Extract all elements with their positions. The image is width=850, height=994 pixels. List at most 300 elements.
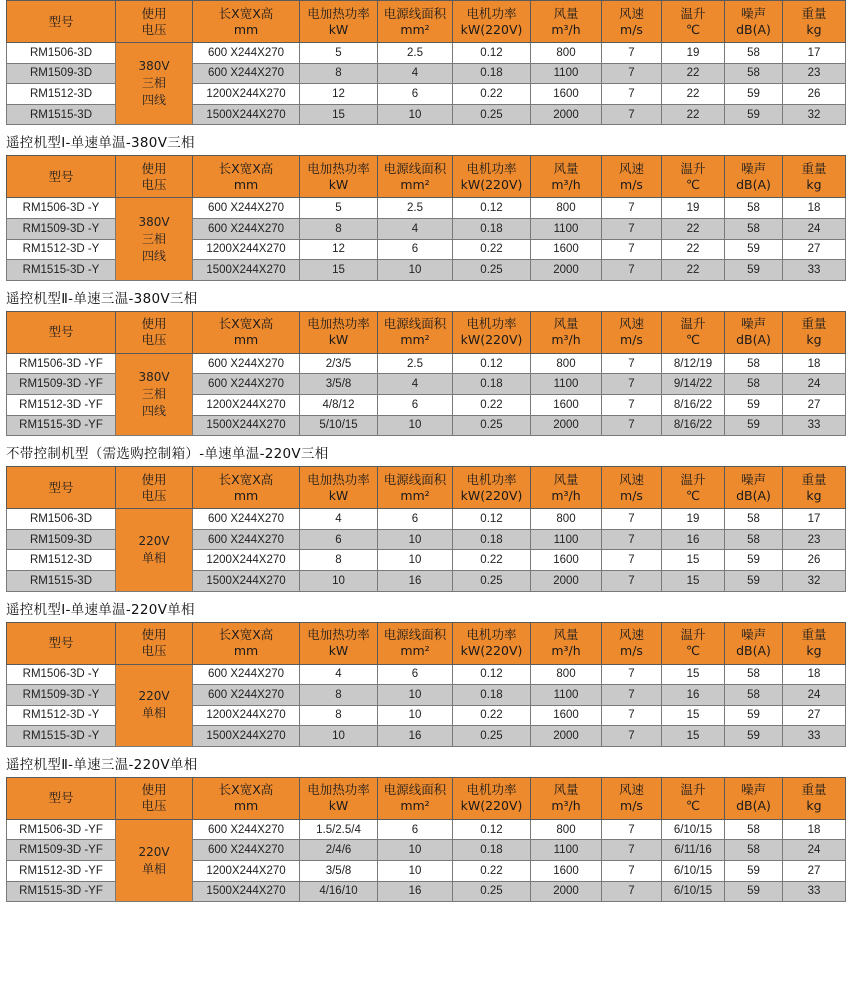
header-label: 风量 bbox=[553, 627, 579, 642]
heating-power-cell: 3/5/8 bbox=[300, 861, 378, 882]
model-cell: RM1512-3D -Y bbox=[7, 239, 116, 260]
header-unit: kg bbox=[806, 487, 822, 503]
column-header bbox=[602, 311, 662, 353]
header-label: 重量 bbox=[801, 471, 827, 487]
header-label: 使用 bbox=[141, 5, 167, 21]
temp-rise-cell: 22 bbox=[662, 63, 725, 84]
wind-speed-cell: 7 bbox=[602, 509, 662, 530]
motor-power-cell: 0.25 bbox=[453, 415, 531, 436]
column-header bbox=[116, 467, 193, 509]
heating-power-cell: 15 bbox=[300, 260, 378, 281]
heating-power-cell: 4/8/12 bbox=[300, 394, 378, 415]
header-label: 风速 bbox=[618, 316, 644, 332]
wind-speed-cell: 7 bbox=[602, 353, 662, 374]
voltage-line: 单相 bbox=[141, 861, 166, 876]
header-label: 使用 bbox=[141, 471, 167, 487]
wind-speed-cell: 7 bbox=[602, 198, 662, 219]
noise-cell: 58 bbox=[725, 819, 783, 840]
column-header bbox=[7, 156, 116, 198]
column-header bbox=[378, 622, 453, 664]
airflow-cell: 1100 bbox=[531, 218, 602, 239]
voltage-line: 三相 bbox=[141, 76, 166, 91]
noise-cell: 58 bbox=[725, 529, 783, 550]
header-unit: kg bbox=[806, 643, 822, 658]
model-cell: RM1515-3D -YF bbox=[7, 415, 116, 436]
airflow-cell: 800 bbox=[531, 198, 602, 219]
wind-speed-cell: 7 bbox=[602, 570, 662, 591]
header-label: 重量 bbox=[801, 5, 827, 21]
weight-cell: 33 bbox=[783, 726, 846, 747]
column-header bbox=[193, 156, 300, 198]
wire-area-cell: 16 bbox=[378, 881, 453, 902]
heating-power-cell: 10 bbox=[300, 570, 378, 591]
wire-area-cell: 10 bbox=[378, 705, 453, 726]
header-unit: mm² bbox=[400, 487, 430, 503]
header-label: 电源线面积 bbox=[383, 782, 447, 798]
weight-cell: 18 bbox=[783, 819, 846, 840]
wind-speed-cell: 7 bbox=[602, 840, 662, 861]
header-label: 重量 bbox=[801, 782, 827, 798]
header-unit: kW bbox=[328, 332, 349, 348]
voltage-line: 四线 bbox=[141, 93, 166, 108]
column-header bbox=[531, 467, 602, 509]
heating-power-cell: 8 bbox=[300, 685, 378, 706]
column-header bbox=[531, 311, 602, 353]
voltage-cell bbox=[116, 819, 193, 901]
header-label: 电源线面积 bbox=[383, 316, 447, 332]
header-label: 温升 bbox=[680, 471, 706, 487]
model-cell: RM1506-3D -YF bbox=[7, 353, 116, 374]
column-header bbox=[378, 777, 453, 819]
column-header bbox=[725, 311, 783, 353]
noise-cell: 59 bbox=[725, 260, 783, 281]
airflow-cell: 1100 bbox=[531, 529, 602, 550]
column-header bbox=[300, 311, 378, 353]
header-unit: dB(A) bbox=[736, 176, 771, 192]
dimensions-cell: 1200X244X270 bbox=[193, 239, 300, 260]
wire-area-cell: 6 bbox=[378, 239, 453, 260]
table-row bbox=[7, 509, 846, 530]
wire-area-cell: 10 bbox=[378, 260, 453, 281]
header-label: 长X宽X高 bbox=[218, 471, 274, 487]
header-label: 电机功率 bbox=[466, 316, 517, 332]
column-header bbox=[531, 777, 602, 819]
column-header bbox=[7, 467, 116, 509]
temp-rise-cell: 22 bbox=[662, 260, 725, 281]
spec-section bbox=[0, 592, 850, 747]
header-label: 电机功率 bbox=[466, 471, 517, 487]
wire-area-cell: 10 bbox=[378, 685, 453, 706]
header-label: 重量 bbox=[801, 627, 827, 642]
airflow-cell: 2000 bbox=[531, 881, 602, 902]
header-label: 温升 bbox=[680, 627, 706, 642]
column-header bbox=[725, 777, 783, 819]
dimensions-cell: 1200X244X270 bbox=[193, 394, 300, 415]
spec-table bbox=[6, 155, 846, 280]
header-unit: m/s bbox=[620, 21, 643, 37]
spec-section bbox=[0, 0, 850, 125]
column-header bbox=[662, 311, 725, 353]
header-label: 长X宽X高 bbox=[218, 782, 274, 798]
header-label: 风量 bbox=[553, 160, 579, 176]
wire-area-cell: 2.5 bbox=[378, 198, 453, 219]
airflow-cell: 2000 bbox=[531, 726, 602, 747]
weight-cell: 32 bbox=[783, 104, 846, 125]
wire-area-cell: 6 bbox=[378, 819, 453, 840]
model-cell: RM1515-3D -Y bbox=[7, 260, 116, 281]
wind-speed-cell: 7 bbox=[602, 415, 662, 436]
header-unit: ℃ bbox=[685, 798, 701, 814]
airflow-cell: 800 bbox=[531, 353, 602, 374]
header-unit: kW(220V) bbox=[460, 643, 523, 658]
table-row bbox=[7, 43, 846, 64]
header-row bbox=[7, 311, 846, 353]
column-header bbox=[378, 311, 453, 353]
header-label: 型号 bbox=[48, 13, 74, 29]
weight-cell: 33 bbox=[783, 415, 846, 436]
heating-power-cell: 2/4/6 bbox=[300, 840, 378, 861]
header-unit: ℃ bbox=[685, 21, 701, 37]
column-header bbox=[662, 1, 725, 43]
weight-cell: 26 bbox=[783, 84, 846, 105]
wind-speed-cell: 7 bbox=[602, 685, 662, 706]
dimensions-cell: 600 X244X270 bbox=[193, 529, 300, 550]
voltage-line: 380V bbox=[138, 369, 170, 384]
heating-power-cell: 15 bbox=[300, 104, 378, 125]
header-unit: kW(220V) bbox=[460, 21, 523, 37]
wire-area-cell: 2.5 bbox=[378, 353, 453, 374]
header-label: 长X宽X高 bbox=[218, 160, 274, 176]
column-header bbox=[300, 156, 378, 198]
header-unit: kg bbox=[806, 176, 822, 192]
column-header bbox=[783, 311, 846, 353]
header-row bbox=[7, 1, 846, 43]
airflow-cell: 800 bbox=[531, 43, 602, 64]
weight-cell: 32 bbox=[783, 570, 846, 591]
header-unit: m/s bbox=[620, 643, 643, 658]
motor-power-cell: 0.22 bbox=[453, 550, 531, 571]
noise-cell: 58 bbox=[725, 840, 783, 861]
wire-area-cell: 10 bbox=[378, 529, 453, 550]
model-cell: RM1506-3D -Y bbox=[7, 664, 116, 685]
noise-cell: 59 bbox=[725, 881, 783, 902]
motor-power-cell: 0.18 bbox=[453, 685, 531, 706]
weight-cell: 18 bbox=[783, 353, 846, 374]
header-label: 长X宽X高 bbox=[218, 5, 274, 21]
heating-power-cell: 4/16/10 bbox=[300, 881, 378, 902]
dimensions-cell: 600 X244X270 bbox=[193, 63, 300, 84]
wind-speed-cell: 7 bbox=[602, 529, 662, 550]
header-label: 使用 bbox=[141, 782, 167, 798]
header-label: 噪声 bbox=[740, 627, 766, 642]
spec-table bbox=[6, 466, 846, 591]
motor-power-cell: 0.12 bbox=[453, 819, 531, 840]
voltage-line: 三相 bbox=[141, 231, 166, 246]
header-label: 电加热功率 bbox=[307, 316, 370, 332]
dimensions-cell: 1500X244X270 bbox=[193, 104, 300, 125]
column-header bbox=[783, 156, 846, 198]
column-header bbox=[7, 622, 116, 664]
model-cell: RM1509-3D bbox=[7, 63, 116, 84]
model-cell: RM1512-3D bbox=[7, 84, 116, 105]
model-cell: RM1512-3D bbox=[7, 550, 116, 571]
motor-power-cell: 0.18 bbox=[453, 529, 531, 550]
table-row bbox=[7, 664, 846, 685]
header-unit: kW bbox=[328, 21, 349, 37]
header-unit: kW(220V) bbox=[460, 487, 523, 503]
section-title: 遥控机型Ⅱ-单速三温-380V三相 bbox=[6, 290, 198, 307]
header-unit: mm² bbox=[400, 643, 430, 658]
model-cell: RM1506-3D bbox=[7, 43, 116, 64]
column-header bbox=[531, 622, 602, 664]
header-label: 风量 bbox=[553, 471, 579, 487]
column-header bbox=[783, 1, 846, 43]
column-header bbox=[725, 1, 783, 43]
header-unit: 电压 bbox=[141, 332, 167, 348]
noise-cell: 59 bbox=[725, 861, 783, 882]
wire-area-cell: 10 bbox=[378, 840, 453, 861]
header-unit: ℃ bbox=[685, 176, 701, 192]
noise-cell: 59 bbox=[725, 394, 783, 415]
weight-cell: 18 bbox=[783, 664, 846, 685]
column-header bbox=[662, 622, 725, 664]
header-unit: mm bbox=[233, 643, 259, 658]
dimensions-cell: 1500X244X270 bbox=[193, 260, 300, 281]
header-unit: ℃ bbox=[685, 487, 701, 503]
weight-cell: 27 bbox=[783, 239, 846, 260]
motor-power-cell: 0.25 bbox=[453, 260, 531, 281]
airflow-cell: 800 bbox=[531, 819, 602, 840]
noise-cell: 58 bbox=[725, 218, 783, 239]
weight-cell: 24 bbox=[783, 374, 846, 395]
airflow-cell: 2000 bbox=[531, 104, 602, 125]
header-label: 电加热功率 bbox=[307, 5, 370, 21]
voltage-line: 四线 bbox=[141, 248, 166, 263]
weight-cell: 17 bbox=[783, 509, 846, 530]
column-header bbox=[453, 467, 531, 509]
header-unit: kW bbox=[328, 487, 349, 503]
temp-rise-cell: 19 bbox=[662, 509, 725, 530]
wire-area-cell: 6 bbox=[378, 509, 453, 530]
header-unit: m/s bbox=[620, 176, 643, 192]
airflow-cell: 1600 bbox=[531, 705, 602, 726]
header-label: 电加热功率 bbox=[307, 627, 370, 642]
column-header bbox=[453, 1, 531, 43]
voltage-cell bbox=[116, 353, 193, 435]
model-cell: RM1506-3D bbox=[7, 509, 116, 530]
noise-cell: 59 bbox=[725, 239, 783, 260]
wire-area-cell: 4 bbox=[378, 218, 453, 239]
model-cell: RM1515-3D -Y bbox=[7, 726, 116, 747]
header-label: 电机功率 bbox=[466, 782, 517, 798]
column-header bbox=[453, 777, 531, 819]
dimensions-cell: 1200X244X270 bbox=[193, 861, 300, 882]
model-cell: RM1512-3D -Y bbox=[7, 705, 116, 726]
column-header bbox=[7, 311, 116, 353]
header-unit: mm² bbox=[400, 176, 430, 192]
dimensions-cell: 1500X244X270 bbox=[193, 415, 300, 436]
column-header bbox=[453, 311, 531, 353]
header-unit: kW bbox=[328, 798, 349, 814]
header-unit: mm bbox=[233, 487, 259, 503]
wire-area-cell: 2.5 bbox=[378, 43, 453, 64]
spec-table bbox=[6, 777, 846, 902]
temp-rise-cell: 22 bbox=[662, 104, 725, 125]
wire-area-cell: 10 bbox=[378, 550, 453, 571]
header-label: 型号 bbox=[48, 635, 74, 650]
column-header bbox=[116, 622, 193, 664]
heating-power-cell: 5 bbox=[300, 198, 378, 219]
airflow-cell: 1600 bbox=[531, 550, 602, 571]
noise-cell: 58 bbox=[725, 664, 783, 685]
wind-speed-cell: 7 bbox=[602, 43, 662, 64]
wire-area-cell: 4 bbox=[378, 63, 453, 84]
voltage-line: 三相 bbox=[141, 386, 166, 401]
spec-table bbox=[6, 0, 846, 125]
header-label: 风速 bbox=[618, 471, 644, 487]
airflow-cell: 1100 bbox=[531, 840, 602, 861]
temp-rise-cell: 9/14/22 bbox=[662, 374, 725, 395]
header-label: 使用 bbox=[141, 160, 167, 176]
spec-section bbox=[0, 436, 850, 591]
header-label: 长X宽X高 bbox=[218, 627, 274, 642]
header-unit: mm² bbox=[400, 332, 430, 348]
voltage-cell bbox=[116, 664, 193, 746]
temp-rise-cell: 8/16/22 bbox=[662, 394, 725, 415]
header-unit: mm bbox=[233, 21, 259, 37]
header-unit: mm bbox=[233, 798, 259, 814]
header-label: 风量 bbox=[553, 5, 579, 21]
wire-area-cell: 6 bbox=[378, 394, 453, 415]
temp-rise-cell: 6/10/15 bbox=[662, 881, 725, 902]
dimensions-cell: 600 X244X270 bbox=[193, 374, 300, 395]
header-unit: m³/h bbox=[551, 332, 581, 348]
table-row bbox=[7, 353, 846, 374]
dimensions-cell: 1200X244X270 bbox=[193, 705, 300, 726]
header-label: 噪声 bbox=[740, 316, 766, 332]
voltage-line: 380V bbox=[138, 214, 170, 229]
dimensions-cell: 600 X244X270 bbox=[193, 819, 300, 840]
header-label: 电源线面积 bbox=[383, 160, 447, 176]
weight-cell: 24 bbox=[783, 840, 846, 861]
header-row bbox=[7, 467, 846, 509]
model-cell: RM1515-3D bbox=[7, 570, 116, 591]
header-unit: ℃ bbox=[685, 643, 701, 658]
header-label: 电源线面积 bbox=[383, 471, 447, 487]
noise-cell: 58 bbox=[725, 685, 783, 706]
model-cell: RM1512-3D -YF bbox=[7, 861, 116, 882]
header-label: 噪声 bbox=[740, 5, 766, 21]
column-header bbox=[300, 467, 378, 509]
heating-power-cell: 6 bbox=[300, 529, 378, 550]
voltage-line: 四线 bbox=[141, 403, 166, 418]
wire-area-cell: 10 bbox=[378, 415, 453, 436]
motor-power-cell: 0.12 bbox=[453, 353, 531, 374]
temp-rise-cell: 15 bbox=[662, 726, 725, 747]
header-unit: mm² bbox=[400, 21, 430, 37]
dimensions-cell: 600 X244X270 bbox=[193, 840, 300, 861]
column-header bbox=[193, 622, 300, 664]
wire-area-cell: 10 bbox=[378, 861, 453, 882]
column-header bbox=[116, 777, 193, 819]
heating-power-cell: 8 bbox=[300, 550, 378, 571]
header-label: 风速 bbox=[618, 627, 644, 642]
wind-speed-cell: 7 bbox=[602, 63, 662, 84]
heating-power-cell: 8 bbox=[300, 63, 378, 84]
wind-speed-cell: 7 bbox=[602, 861, 662, 882]
airflow-cell: 1600 bbox=[531, 394, 602, 415]
motor-power-cell: 0.12 bbox=[453, 43, 531, 64]
wire-area-cell: 6 bbox=[378, 84, 453, 105]
header-label: 噪声 bbox=[740, 782, 766, 798]
dimensions-cell: 600 X244X270 bbox=[193, 43, 300, 64]
column-header bbox=[783, 777, 846, 819]
motor-power-cell: 0.22 bbox=[453, 239, 531, 260]
column-header bbox=[116, 311, 193, 353]
header-label: 电加热功率 bbox=[307, 782, 370, 798]
noise-cell: 59 bbox=[725, 84, 783, 105]
temp-rise-cell: 15 bbox=[662, 705, 725, 726]
voltage-line: 380V bbox=[138, 59, 170, 74]
airflow-cell: 1600 bbox=[531, 861, 602, 882]
wire-area-cell: 10 bbox=[378, 104, 453, 125]
header-unit: m³/h bbox=[551, 798, 581, 814]
temp-rise-cell: 15 bbox=[662, 570, 725, 591]
header-label: 风速 bbox=[618, 782, 644, 798]
column-header bbox=[193, 1, 300, 43]
header-label: 电机功率 bbox=[466, 627, 517, 642]
column-header bbox=[116, 1, 193, 43]
header-label: 温升 bbox=[680, 5, 706, 21]
weight-cell: 33 bbox=[783, 260, 846, 281]
motor-power-cell: 0.22 bbox=[453, 394, 531, 415]
column-header bbox=[783, 622, 846, 664]
section-title: 不带控制机型（需选购控制箱）-单速单温-220V三相 bbox=[6, 446, 329, 463]
header-label: 型号 bbox=[48, 168, 74, 184]
column-header bbox=[662, 156, 725, 198]
header-label: 电加热功率 bbox=[307, 160, 370, 176]
noise-cell: 59 bbox=[725, 550, 783, 571]
spec-table bbox=[6, 622, 846, 747]
header-unit: dB(A) bbox=[736, 21, 771, 37]
model-cell: RM1515-3D bbox=[7, 104, 116, 125]
heating-power-cell: 4 bbox=[300, 509, 378, 530]
dimensions-cell: 600 X244X270 bbox=[193, 353, 300, 374]
motor-power-cell: 0.25 bbox=[453, 570, 531, 591]
column-header bbox=[378, 467, 453, 509]
weight-cell: 27 bbox=[783, 394, 846, 415]
wind-speed-cell: 7 bbox=[602, 84, 662, 105]
header-unit: mm bbox=[233, 176, 259, 192]
wind-speed-cell: 7 bbox=[602, 881, 662, 902]
column-header bbox=[7, 777, 116, 819]
airflow-cell: 1600 bbox=[531, 239, 602, 260]
temp-rise-cell: 22 bbox=[662, 239, 725, 260]
column-header bbox=[783, 467, 846, 509]
header-unit: mm bbox=[233, 332, 259, 348]
header-row bbox=[7, 622, 846, 664]
header-unit: 电压 bbox=[141, 798, 167, 814]
header-label: 温升 bbox=[680, 316, 706, 332]
dimensions-cell: 1200X244X270 bbox=[193, 550, 300, 571]
column-header bbox=[602, 1, 662, 43]
header-label: 温升 bbox=[680, 782, 706, 798]
weight-cell: 27 bbox=[783, 705, 846, 726]
column-header bbox=[725, 622, 783, 664]
motor-power-cell: 0.25 bbox=[453, 104, 531, 125]
heating-power-cell: 3/5/8 bbox=[300, 374, 378, 395]
spec-section bbox=[0, 747, 850, 902]
